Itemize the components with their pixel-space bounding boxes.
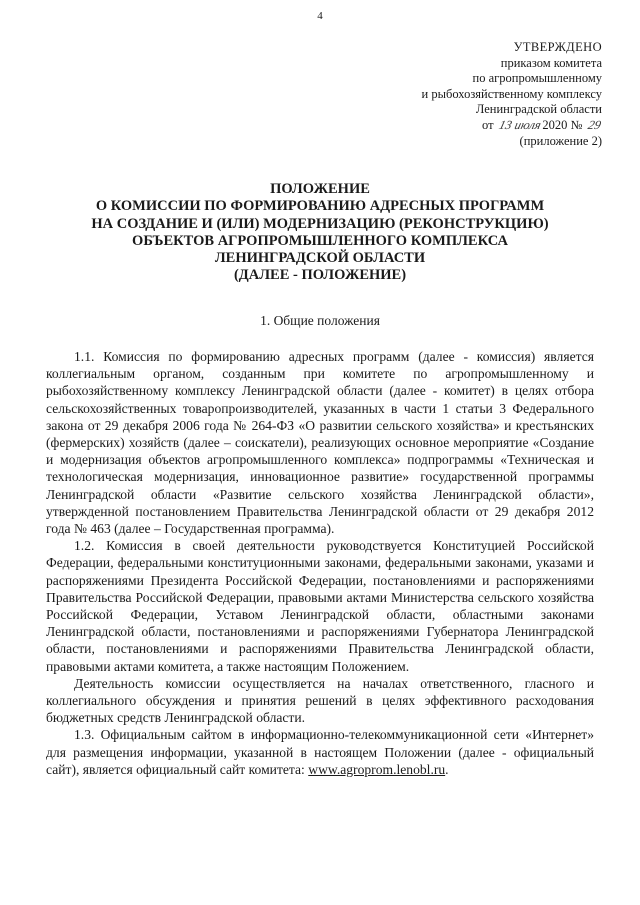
title-line: ЛЕНИНГРАДСКОЙ ОБЛАСТИ bbox=[214, 250, 426, 267]
paragraph-1-2: 1.2. Комиссия в своей деятельности руководствуется Конституцией Российской Федерации, федеральными конституционными законами, федеральными законами, указами и распоряжениями Президента Российской Федерации, постановлениями и распоряжениями Правительства Российской Федерации, правовыми актами Министерства сельского хозяйства Российской Федерации, Уставом Ленинградской области, областными законами Ленинградской области, постановлениями и распоряжениями Губернатора Ленинградской области, постановлениями и распоряжениями Правительства Ленинградской области, правовыми актами комитета, а также настоящим Положением. bbox=[46, 538, 594, 674]
title-line: НА СОЗДАНИЕ И (ИЛИ) МОДЕРНИЗАЦИЮ (РЕКОНСТРУКЦИЮ) bbox=[91, 215, 549, 232]
date-prefix: от bbox=[481, 117, 494, 132]
website-link[interactable]: www.agroprom.lenobl.ru bbox=[308, 761, 446, 777]
title-line: ОБЪЕКТОВ АГРОПРОМЫШЛЕННОГО КОМПЛЕКСА bbox=[132, 232, 508, 249]
document-title bbox=[60, 181, 580, 285]
approval-line: по агропромышленному bbox=[472, 71, 602, 86]
paragraph-activity: Деятельность комиссии осуществляется на началах ответственного, гласного и коллегиального обсуждения и принятия решений в целях эффективного расходования бюджетных средств Ленинградской области. bbox=[46, 675, 594, 726]
page-number: 4 bbox=[317, 10, 323, 22]
document-body bbox=[46, 348, 594, 778]
date-year: 2020 № bbox=[542, 117, 583, 132]
paragraph-1-1: 1.1. Комиссия по формированию адресных программ (далее - комиссия) является коллегиальным органом, созданным при комитете по агропромышленному и рыбохозяйственному комплексу Ленинградской области (далее - комитет) в целях отбора сельскохозяйственных товаропроизводителей, указанных в части 1 статьи 3 Федерального закона от 29 декабря 2006 года № 264-ФЗ «О развитии сельского хозяйства» и крестьянских (фермерских) хозяйств (далее – соискатели), реализующих основное мероприятие «Создание и модернизация объектов агропромышленного комплекса» подпрограммы «Техническая и технологическая модернизация, инновационное развитие» государственной программы Ленинградской области «Развитие сельского хозяйства Ленинградской области», утвержденной постановлением Правительства Ленинградской области от 29 декабря 2012 года № 463 (далее – Государственная программа). bbox=[46, 349, 594, 537]
paragraph-1-3 bbox=[46, 726, 594, 778]
approval-block bbox=[302, 40, 602, 149]
approval-line: Ленинградской области bbox=[475, 102, 602, 117]
section-heading: 1. Общие положения bbox=[260, 313, 380, 328]
handwritten-number: 29 bbox=[585, 117, 602, 132]
title-line: (ДАЛЕЕ - ПОЛОЖЕНИЕ) bbox=[233, 267, 407, 284]
approval-line: и рыбохозяйственному комплексу bbox=[421, 86, 602, 101]
approval-date-line bbox=[302, 118, 602, 134]
title-line: ПОЛОЖЕНИЕ bbox=[270, 181, 370, 197]
appendix-label: (приложение 2) bbox=[519, 133, 602, 148]
approval-stamp: УТВЕРЖДЕНО bbox=[513, 40, 602, 54]
paragraph-1-3-text: 1.3. Официальным сайтом в информационно-телекоммуникационной сети «Интернет» для размещения информации, указанной в настоящем Положении (далее - официальный сайт), является официальный сайт комитета: bbox=[46, 727, 594, 777]
title-line: О КОМИССИИ ПО ФОРМИРОВАНИЮ АДРЕСНЫХ ПРОГРАММ bbox=[95, 198, 545, 215]
handwritten-date: 13 июля bbox=[497, 117, 543, 132]
approval-line: приказом комитета bbox=[500, 55, 602, 70]
paragraph-1-3-end: . bbox=[445, 761, 449, 777]
